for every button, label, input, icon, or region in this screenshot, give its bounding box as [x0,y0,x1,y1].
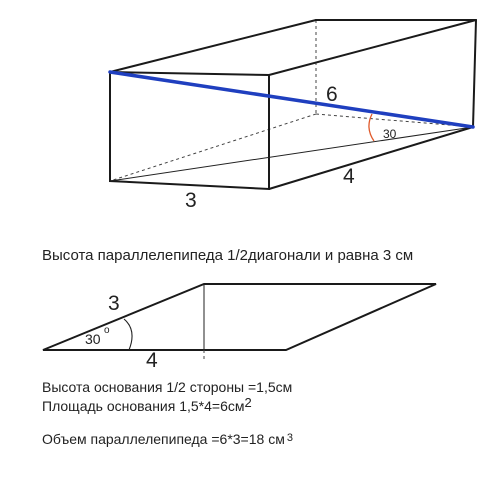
length-label: 4 [343,165,355,188]
note-base-height: Высота основания 1/2 стороны =1,5см [42,379,293,395]
note-base-area: Площадь основания 1,5*4=6см2 [42,395,252,414]
top-edge-right [269,20,476,75]
note-volume-superscript: 3 [286,432,293,444]
note-area-superscript: 2 [244,395,252,410]
width-label: 3 [185,189,197,212]
parallelepiped [110,20,476,212]
side-label: 3 [108,292,120,315]
angle-label-box: 30 [383,127,397,141]
angle-arc-30 [369,114,374,141]
angle-label-base: 30 [85,331,101,347]
note-volume: Объем параллелепипеда =6*3=18 см $^3$ [42,431,293,447]
base-parallelogram [43,284,436,372]
space-diagonal [110,72,473,127]
bottom-side-label: 4 [146,349,158,372]
angle-arc-base [124,319,132,350]
hidden-edge-left-bottom [110,114,316,181]
diagonal-label: 6 [326,83,338,106]
degree-mark: o [104,325,110,336]
height-statement: Высота параллелепипеда 1/2диагонали и равна 3 см [42,247,414,264]
top-edge-back [110,20,316,72]
parallelogram-outline [43,284,436,350]
front-face [110,72,269,189]
base-diagonal [110,127,473,181]
right-vertical-edge [473,20,476,127]
